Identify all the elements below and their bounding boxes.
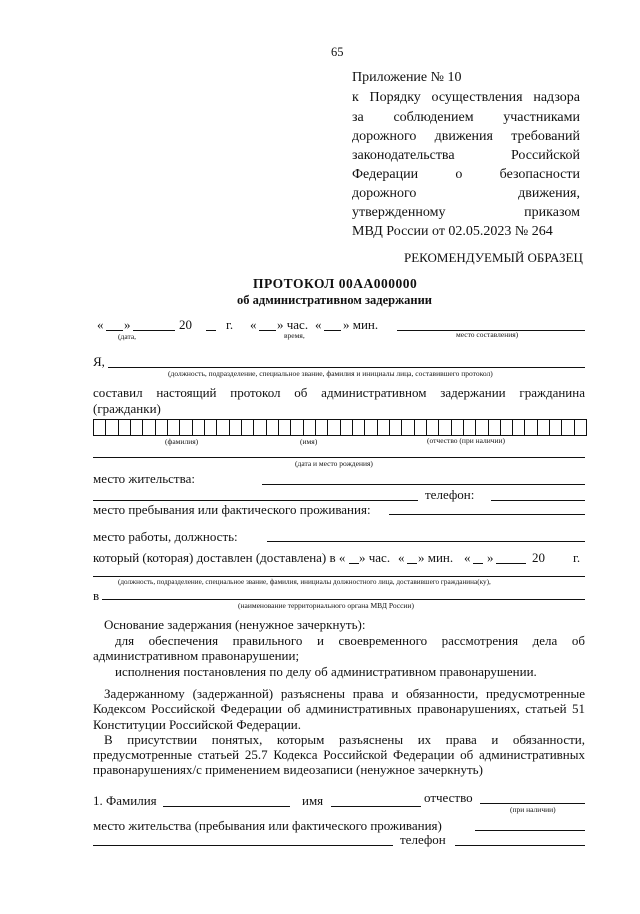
minute-field[interactable] [324, 330, 341, 331]
residence-label: место жительства: [93, 471, 195, 486]
delivered-year: 20 [532, 550, 545, 565]
quote: « [97, 317, 104, 332]
hour-label: » час. [277, 317, 309, 332]
appendix-line: МВД России от 02.05.2023 № 264 [352, 224, 553, 239]
grounds-title: Основание задержания (ненужное зачеркнуть): [104, 617, 366, 632]
quote: » [487, 550, 494, 565]
name-cells[interactable] [93, 419, 587, 436]
witness1-lastname-label: 1. Фамилия [93, 793, 157, 808]
delivered-min-field[interactable] [407, 563, 417, 564]
witness1-name-field[interactable] [331, 806, 421, 807]
rights-line: Задержанному (задержанной) разъяснены права и обязанности, предусмотренные [104, 686, 585, 701]
stay-label: место пребывания или фактического проживания: [93, 502, 371, 517]
appendix-line: утвержденному приказом [352, 205, 580, 220]
delivered-hour-field[interactable] [349, 563, 359, 564]
v-label: в [93, 588, 100, 603]
hour-field[interactable] [259, 330, 276, 331]
quote: « [464, 550, 471, 565]
rights-line: Кодексом Российской Федерации об административных правонарушениях, статьей 51 [93, 701, 585, 716]
caption-patronymic: (отчество (при наличии) [427, 436, 506, 445]
minute-label: » мин. [343, 317, 379, 332]
witness1-residence-field[interactable] [475, 830, 585, 831]
appendix-line: Федерации о безопасности [352, 167, 580, 182]
grounds-line: для обеспечения правильного и своевременного рассмотрения дела об [115, 633, 585, 648]
stay-field[interactable] [389, 514, 585, 515]
witnesses-line: предусмотренные статьей 25.7 Кодекса Российской Федерации об административных [93, 747, 585, 762]
caption-time: время, [284, 331, 305, 340]
appendix-line: дорожного движения, [352, 186, 580, 201]
witness1-patronymic-label: отчество [424, 790, 473, 805]
delivered-min: » мин. [418, 550, 454, 565]
composed-text: составил настоящий протокол об административном задержании гражданина [93, 385, 585, 400]
delivered-hour: » час. [359, 550, 391, 565]
appendix-line: за соблюдением участниками [352, 110, 580, 125]
year-suffix: г. [226, 317, 234, 332]
official-field[interactable] [108, 367, 585, 368]
quote: « [398, 550, 405, 565]
page-subtitle: об административном задержании [237, 293, 433, 307]
delivered-by-field[interactable] [93, 576, 585, 577]
caption-organ: (наименование территориального органа МВД России) [238, 601, 414, 610]
caption-place: место составления) [456, 330, 519, 339]
quote: » [124, 317, 131, 332]
page-title: ПРОТОКОЛ 00АА000000 [253, 276, 418, 291]
work-field[interactable] [267, 541, 585, 542]
citizen-text: (гражданки) [93, 401, 161, 416]
witnesses-line: правонарушениях/с применением видеозаписи (ненужное зачеркнуть) [93, 762, 483, 777]
ya-label: Я, [93, 354, 105, 369]
delivered-text: который (которая) доставлен (доставлена) в « [93, 550, 346, 565]
caption-birth: (дата и место рождения) [295, 459, 373, 468]
phone-field[interactable] [491, 500, 585, 501]
appendix-line: дорожного движения требований [352, 129, 580, 144]
delivered-day-field[interactable] [473, 563, 483, 564]
phone-label: телефон: [425, 487, 475, 502]
witnesses-line: В присутствии понятых, которым разъяснены их права и обязанности, [104, 732, 585, 747]
witness1-lastname-field[interactable] [163, 806, 290, 807]
caption-delivered-by: (должность, подразделение, специальное звание, фамилия, инициалы должностного лица, доставившего гражданина(ку), [118, 578, 491, 586]
appendix-title: Приложение № 10 [352, 70, 462, 85]
caption-lastname: (фамилия) [165, 437, 199, 446]
quote: « [315, 317, 322, 332]
year-prefix: 20 [179, 317, 192, 332]
grounds-line: административном правонарушении; [93, 648, 300, 663]
birth-field[interactable] [93, 457, 585, 458]
page-number: 65 [331, 45, 344, 59]
witness1-residence-label: место жительства (пребывания или фактического проживания) [93, 818, 442, 833]
work-label: место работы, должность: [93, 529, 238, 544]
delivered-month-field[interactable] [496, 563, 526, 564]
caption-date: (дата, [118, 332, 137, 341]
day-field[interactable] [106, 330, 123, 331]
residence-field-2[interactable] [93, 500, 418, 501]
appendix-line: законодательства Российской [352, 148, 580, 163]
delivered-g: г. [573, 550, 581, 565]
witness1-phone-label: телефон [400, 832, 446, 847]
witness1-phone-field[interactable] [455, 845, 585, 846]
residence-field[interactable] [262, 484, 585, 485]
witness1-residence-field-2[interactable] [93, 845, 393, 846]
caption-optional: (при наличии) [510, 805, 556, 814]
rights-line: Конституции Российской Федерации. [93, 717, 301, 732]
witness1-patronymic-field[interactable] [480, 803, 585, 804]
caption-name: (имя) [300, 437, 318, 446]
organ-field[interactable] [102, 599, 585, 600]
caption-official: (должность, подразделение, специальное звание, фамилия и инициалы лица, составившего протокол) [168, 369, 493, 378]
month-field[interactable] [133, 330, 175, 331]
grounds-line: исполнения постановления по делу об административном правонарушении. [115, 664, 537, 679]
witness1-name-label: имя [302, 793, 324, 808]
quote: « [250, 317, 257, 332]
sample-label: РЕКОМЕНДУЕМЫЙ ОБРАЗЕЦ [404, 250, 583, 265]
year-field[interactable] [206, 330, 216, 331]
appendix-line: к Порядку осуществления надзора [352, 90, 580, 105]
